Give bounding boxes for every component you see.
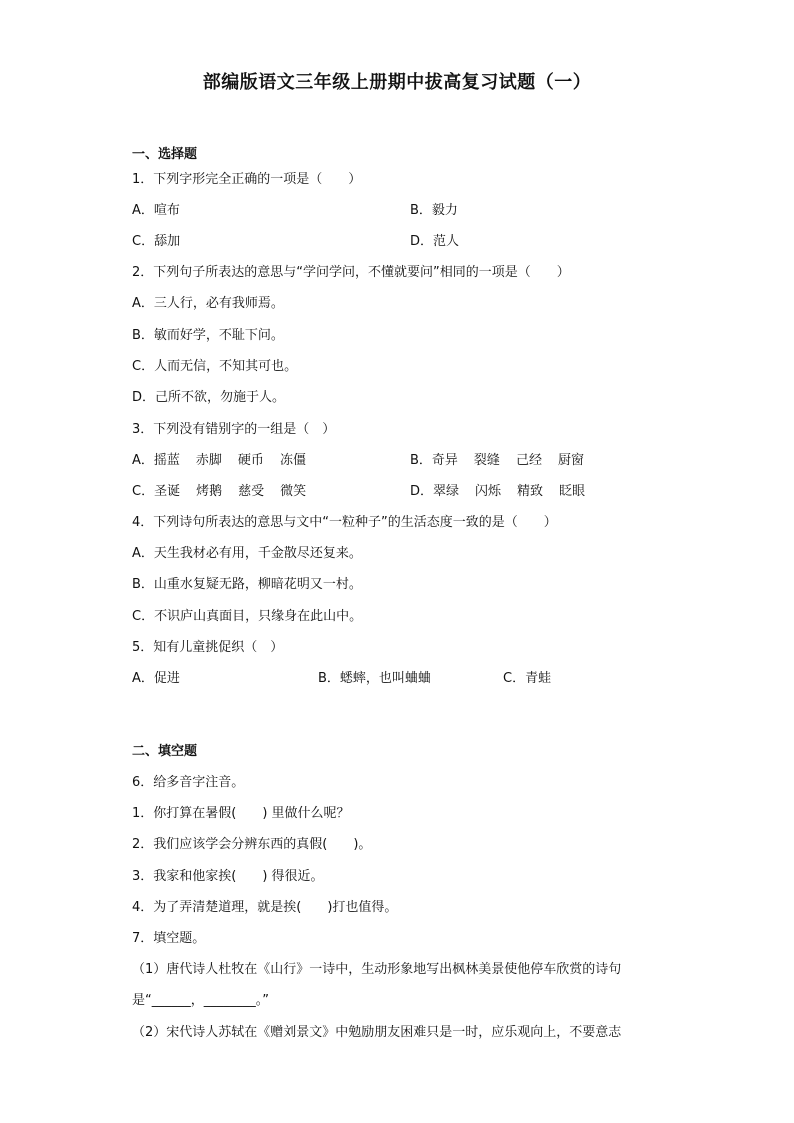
question-1-option-c: C．舔加 <box>132 234 181 249</box>
word: D．翠绿 <box>410 484 460 499</box>
question-1-option-b: B．毅力 <box>410 203 458 218</box>
word: 微笑 <box>280 484 307 499</box>
question-7-part-1: （1）唐代诗人杜牧在《山行》一诗中，生动形象地写出枫林美景使他停车欣赏的诗句 <box>132 962 622 977</box>
question-6-item: 4．为了弄清楚道理，就是挨( )打也值得。 <box>132 900 398 915</box>
question-1-option-a: A．喧布 <box>132 203 180 218</box>
word: 烤鹅 <box>196 484 223 499</box>
question-7-stem: 7．填空题。 <box>132 931 206 946</box>
word: 闪烁 <box>475 484 502 499</box>
question-3-option-d <box>410 483 585 501</box>
question-5-option-c: C．青蛙 <box>503 671 552 686</box>
word: 冻僵 <box>279 453 306 468</box>
question-5-option-b: B．蟋蟀，也叫蛐蛐 <box>318 671 431 686</box>
word: 厨窗 <box>557 453 584 468</box>
question-3-option-c <box>132 483 306 501</box>
question-3-option-a <box>132 452 306 470</box>
word: 慈受 <box>238 484 265 499</box>
question-2-stem: 2．下列句子所表达的意思与“学问学问，不懂就要问”相同的一项是（ ） <box>132 265 570 280</box>
word: C．圣诞 <box>132 484 181 499</box>
word: 硬币 <box>237 453 264 468</box>
question-4-option-a: A．天生我材必有用，千金散尽还复来。 <box>132 546 362 561</box>
word: 裂缝 <box>473 453 500 468</box>
question-7-part-1-blank: 是“______，________。” <box>132 993 269 1008</box>
question-2-option-b: B．敏而好学，不耻下问。 <box>132 328 284 343</box>
question-5-option-a: A．促进 <box>132 671 180 686</box>
question-7-part-2: （2）宋代诗人苏轼在《赠刘景文》中勉励朋友困难只是一时，应乐观向上，不要意志 <box>132 1025 622 1040</box>
question-1-stem: 1．下列字形完全正确的一项是（ ） <box>132 172 362 187</box>
word: 精致 <box>517 484 544 499</box>
question-1-option-d: D．范人 <box>410 234 460 249</box>
question-2-option-c: C．人而无信，不知其可也。 <box>132 359 298 374</box>
question-6-stem: 6．给多音字注音。 <box>132 775 245 790</box>
question-2-option-a: A．三人行，必有我师焉。 <box>132 296 284 311</box>
question-6-item: 3．我家和他家挨( ) 得很近。 <box>132 869 324 884</box>
word: 眨眼 <box>559 484 586 499</box>
word: A．摇蓝 <box>132 453 180 468</box>
question-4-stem: 4．下列诗句所表达的意思与文中“一粒种子”的生活态度一致的是（ ） <box>132 515 557 530</box>
section-heading-fill-in: 二、填空题 <box>132 744 198 759</box>
word: B．奇异 <box>410 453 458 468</box>
question-3-stem: 3．下列没有错别字的一组是（ ） <box>132 422 336 437</box>
question-4-option-b: B．山重水复疑无路，柳暗花明又一村。 <box>132 577 362 592</box>
word: 赤脚 <box>195 453 222 468</box>
question-5-stem: 5．知有儿童挑促织（ ） <box>132 640 284 655</box>
question-6-item: 2．我们应该学会分辨东西的真假( )。 <box>132 837 372 852</box>
question-6-item: 1．你打算在暑假( ) 里做什么呢？ <box>132 806 350 821</box>
question-2-option-d: D．己所不欲，勿施于人。 <box>132 390 286 405</box>
page-title: 部编版语文三年级上册期中拔高复习试题（一） <box>202 72 592 93</box>
word: 己经 <box>515 453 542 468</box>
question-4-option-c: C．不识庐山真面目，只缘身在此山中。 <box>132 609 363 624</box>
section-heading-choice: 一、选择题 <box>132 147 198 162</box>
question-3-option-b <box>410 452 584 470</box>
